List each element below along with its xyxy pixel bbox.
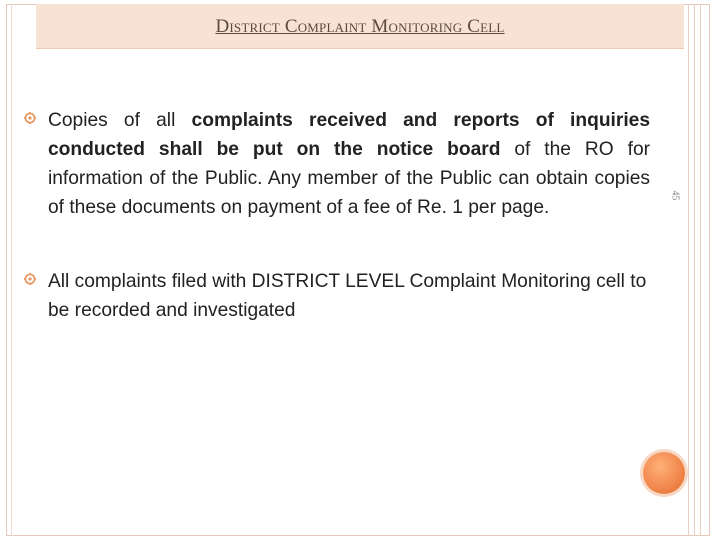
gear-bullet-icon bbox=[24, 111, 36, 123]
bullet-list bbox=[24, 106, 650, 325]
bullet-item bbox=[24, 267, 650, 325]
bullet-text-segment: of the RO for information of the Public. Any member of the Public can obtain copies of these documents on payment of a fee of Re. 1 per page. bbox=[48, 139, 650, 218]
frame-line-left bbox=[11, 4, 12, 536]
title-bar bbox=[36, 4, 684, 49]
frame-line-right bbox=[694, 4, 695, 536]
frame-line-right bbox=[700, 4, 701, 536]
slide-title: District Complaint Monitoring Cell bbox=[215, 16, 505, 37]
page-number: 45 bbox=[669, 190, 681, 201]
bullet-text bbox=[48, 267, 650, 325]
bullet-text-segment: All complaints filed with DISTRICT LEVEL Complaint Monitoring cell to be recorded and investigated bbox=[48, 271, 647, 321]
bullet-item bbox=[24, 106, 650, 222]
bullet-text-segment: Copies of all bbox=[48, 110, 192, 131]
orange-circle-icon bbox=[643, 452, 685, 494]
gear-bullet-icon bbox=[24, 272, 36, 284]
bullet-text bbox=[48, 106, 650, 222]
bullet-text-emphasis: complaints received and reports of inquiries conducted shall be put on the notice board bbox=[48, 110, 651, 160]
frame-line-right bbox=[688, 4, 689, 536]
